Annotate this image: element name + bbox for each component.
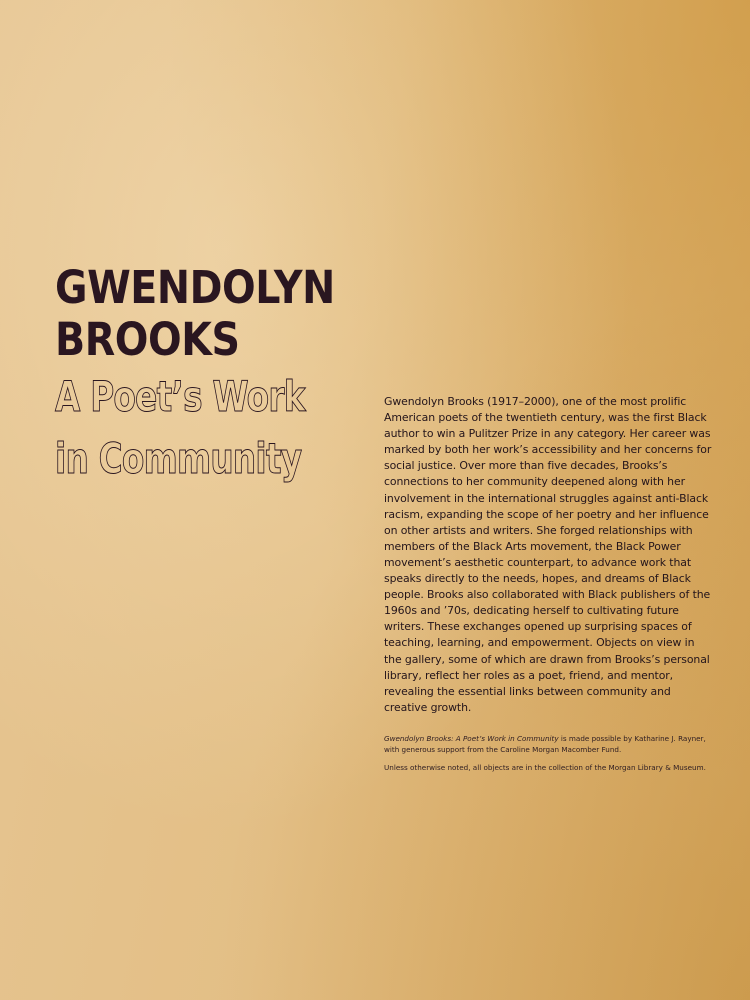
subtitle-line-poets-work: A Poet’s Work <box>55 372 305 421</box>
title-line-brooks: BROOKS <box>55 313 240 366</box>
sponsor-credit-text: is made possible by Katharine J. Rayner, with generous support from the Caroline Morgan Macomber Fund. <box>384 733 706 755</box>
subtitle-line-in-community: in Community <box>55 434 302 483</box>
title-line-gwendolyn: GWENDOLYN <box>55 261 335 314</box>
introduction-paragraph: Gwendolyn Brooks (1917–2000), one of the most prolific American poets of the twentieth century, was the first Black author to win a Pulitzer Prize in any category. Her career was marked by both her work’s accessibility and her concerns for social justice. Over more than five decades, Brooks’s connections to her community deepened along with her involvement in the international struggles against anti-Black racism, expanding the scope of her poetry and her influence on other artists and writers. She forged relationships with members of the Black Arts movement, the Black Power movement’s aesthetic counterpart, to advance work that speaks directly to the needs, hopes, and dreams of Black people. Brooks also collaborated with Black publishers of the 1960s and ’70s, dedicating herself to cultivating future writers. These exchanges opened up surprising spaces of teaching, learning, and empowerment. Objects on view in the gallery, some of which are drawn from Brooks’s personal library, reflect her roles as a poet, friend, and mentor, revealing the essential links between community and creative growth. <box>384 395 712 714</box>
sponsor-credit-exhibition-title: Gwendolyn Brooks: A Poet’s Work in Community <box>384 733 559 743</box>
sponsor-credit <box>384 733 712 756</box>
collection-note: Unless otherwise noted, all objects are in the collection of the Morgan Library & Museum. <box>384 762 706 772</box>
wall-text-block <box>384 394 712 773</box>
exhibition-title-block <box>55 262 375 490</box>
